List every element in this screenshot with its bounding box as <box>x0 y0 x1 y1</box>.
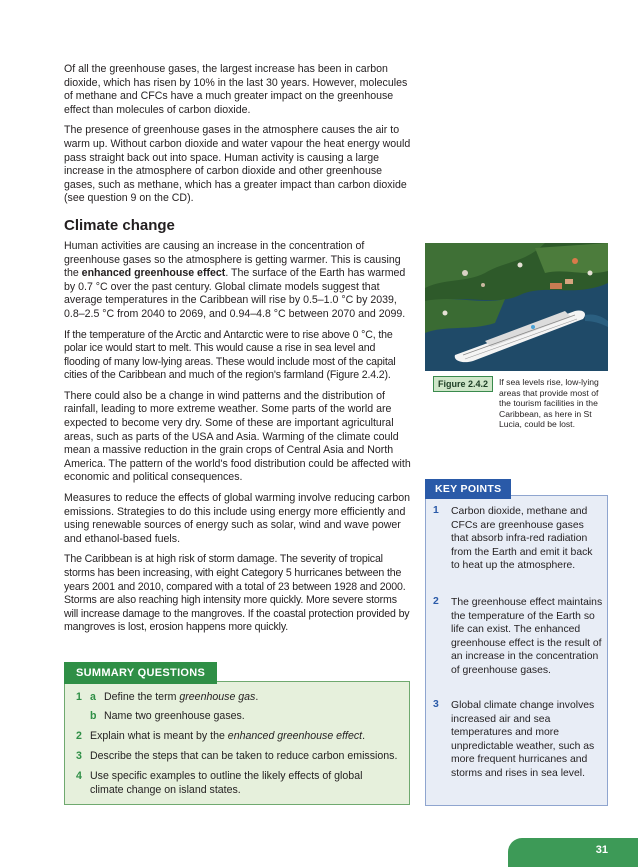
question-1-number: 1 <box>76 691 82 703</box>
question-2-number: 2 <box>76 730 82 742</box>
question-1a <box>76 691 396 705</box>
key-point-2-number: 2 <box>433 596 439 607</box>
key-point-1 <box>433 505 603 595</box>
p3-before: Human activities are causing an increase in the concentration of greenhouse gases so the atmosphere is getting warmer. This is causing the <box>64 239 401 280</box>
paragraph-human-activities <box>64 240 411 322</box>
question-1b-letter: b <box>90 710 97 722</box>
figure-label: Figure 2.4.2 <box>433 376 493 392</box>
question-3 <box>76 750 401 764</box>
question-1a-after: . <box>255 691 259 703</box>
page-number: 31 <box>595 844 608 856</box>
section-heading-climate-change: Climate change <box>64 216 175 234</box>
figure-caption-text: If sea levels rise, low-lying areas that provide most of the tourism facilities in the Caribbean, as here in St Lucia, could be lost. <box>499 377 599 430</box>
paragraph-measures: Measures to reduce the effects of global warming involve reducing carbon emissions. Strategies to do this include using energy more efficiently and using renewable sources of energy such as solar, wind and wave power and ethanol-based fuels. <box>64 492 411 545</box>
harbour-illustration <box>425 243 608 371</box>
key-point-1-number: 1 <box>433 505 439 516</box>
p3-after: . The surface of the Earth has warmed by 0.7 °C over the past century. Global climate models suggest that average temperatures in the Caribbean will rise by 0.5–1.0 °C by 2039, 0.8–2.5 °C from 2040 to 2069, and 0.94–4.8 °C between 2070 and 2099. <box>64 267 406 320</box>
main-text-column <box>64 63 411 642</box>
question-2-term: enhanced greenhouse effect <box>227 730 363 742</box>
key-point-3-text: Global climate change involves increased air and sea temperatures and more unpredictable weather, such as more frequent hurricanes and storms and rises in sea level. <box>451 700 595 779</box>
paragraph-greenhouse-increase: Of all the greenhouse gases, the largest increase has been in carbon dioxide, which has risen by 10% in the last 30 years. However, molecules of methane and CFCs have a much greater impact on the greenhouse effect than molecules of carbon dioxide. <box>64 63 408 116</box>
question-2 <box>76 730 396 744</box>
page-number-tab <box>508 838 638 867</box>
key-point-2 <box>433 596 603 696</box>
question-1a-letter: a <box>90 691 96 703</box>
key-point-2-text: The greenhouse effect maintains the temperature of the Earth so life can exist. The enhanced greenhouse effect is the result of an increase in the concentration of greenhouse gases. <box>451 597 603 676</box>
question-3-number: 3 <box>76 750 82 762</box>
question-4 <box>76 770 376 797</box>
figure-photo-cruise-ship <box>425 243 608 371</box>
question-1a-term: greenhouse gas <box>179 691 256 703</box>
question-1b-text: Name two greenhouse gases. <box>104 710 245 722</box>
question-3-text: Describe the steps that can be taken to reduce carbon emissions. <box>90 750 398 762</box>
summary-questions-title: SUMMARY QUESTIONS <box>64 662 217 684</box>
key-point-1-text: Carbon dioxide, methane and CFCs are greenhouse gases that absorb infra-red radiation from the Earth and emit it back to heat up the atmosphere. <box>451 506 593 572</box>
key-points-title: KEY POINTS <box>425 479 511 499</box>
question-1b <box>90 710 390 724</box>
paragraph-wind-patterns: There could also be a change in wind patterns and the distribution of rainfall, leading to more extreme weather. Some parts of the world are expected to become very dry. Some of these are important agricultural areas, such as parts of the USA and Asia. Warming of the climate could mean a massive reduction in the grain crops of Central Asia and North America. The pattern of the world's food distribution could be affected with economic and political consequences. <box>64 389 411 484</box>
question-4-number: 4 <box>76 770 82 782</box>
question-2-before: Explain what is meant by the <box>90 730 228 742</box>
question-4-text: Use specific examples to outline the likely effects of global climate change on island states. <box>90 770 363 796</box>
paragraph-storm-risk: The Caribbean is at high risk of storm damage. The severity of tropical storms has been increasing, with eight Category 5 hurricanes between the years 2001 and 2010, compared with a total of 23 between 1928 and 2000. Storms are also reaching high intensity more quickly. More severe storms will increase damage to the mangroves. If the coastal protection provided by mangroves is lost, erosion happens more quickly. <box>64 553 410 634</box>
term-enhanced-greenhouse-effect: enhanced greenhouse effect <box>81 267 226 280</box>
question-2-after: . <box>362 730 366 742</box>
paragraph-greenhouse-presence: The presence of greenhouse gases in the atmosphere causes the air to warm up. Without carbon dioxide and water vapour the heat energy would pass straight back out into space. Human activity is causing a large increase in the atmosphere of carbon dioxide and other greenhouse gases, such as methane, which has a greater impact than carbon dioxide (see question 9 on the CD). <box>64 124 411 205</box>
paragraph-polar-ice: If the temperature of the Arctic and Antarctic were to rise above 0 °C, the polar ice would start to melt. This would cause a rise in sea level and flooding of many low-lying areas. These would include most of the capital cities of the Caribbean and much of the region's farmland (Figure 2.4.2). <box>64 328 396 382</box>
key-point-3 <box>433 699 603 799</box>
question-1a-before: Define the term <box>104 691 180 703</box>
key-point-3-number: 3 <box>433 699 439 710</box>
